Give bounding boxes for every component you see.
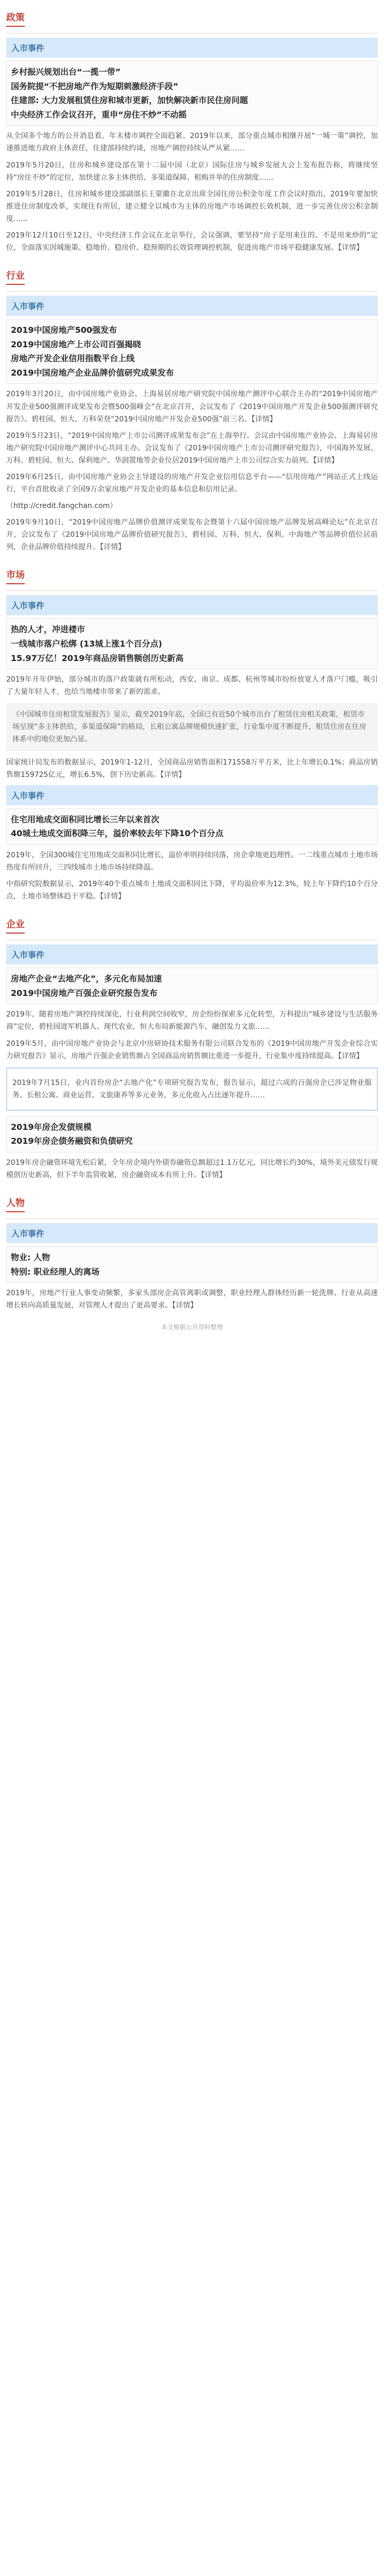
boxed-note-text: 2019年7月15日，业内首份房企“去地产化”专项研究报告发布，报告显示，超过六成的百强房企已涉足物业服务、长租公寓、商业运营、文旅康养等多元业务，多元化收入占比逐年提升…… (12, 1078, 372, 1099)
paragraph: 2019年，随着房地产调控持续深化，行业利润空间收窄，房企纷纷探索多元化转型，万科提出“城乡建设与生活服务商”定位，碧桂园进军机器人、现代农业，恒大布局新能源汽车，融创发力文旅…… (6, 1010, 378, 1031)
paragraph: 2019年3月20日，由中国房地产业协会、上海易居房地产研究院中国房地产测评中心联合主办的“2019中国房地产开发企业500强测评成果发布会暨500强峰会”在北京召开，会议发布了《2019中国房地产开发企业500强测评研究报告》。碧桂园、恒大、万科荣登“2019中国房地产开发企业500强”前三名。【详情】 (6, 390, 378, 423)
headline: 2019中国房地产企业品牌价值研究成果发布 (11, 367, 174, 378)
quote-block: 《中国城市住房租赁发展报告》显示，截至2019年底，全国已有近50个城市出台了租赁住房相关政策，租赁市场呈现“多主体供给、多渠道保障”的格局，长租公寓品牌规模快速扩张，行业集中度不断提升，租赁住房在住房体系中的地位更加凸显。 (6, 703, 378, 751)
boxed-note (6, 1067, 378, 1111)
subhead-enterprise: 入市事件 (6, 944, 378, 964)
headline: 住建部: 大力发展租赁住房和城市更新，加快解决新市民住房问题 (11, 95, 248, 106)
section-tag-industry: 行业 (6, 263, 25, 285)
paragraph: 2019年5月，由中国房地产业协会与北京中房研协技术服务有限公司联合发布的《2019中国房地产开发企业综合实力研究报告》显示，房地产百强企业销售额占全国商品房销售额比重进一步提升，行业集中度持续提高。【详情】 (6, 1039, 378, 1060)
subhead-market-land: 入市事件 (6, 785, 378, 805)
divider (6, 590, 378, 591)
headline: 15.97万亿！2019年商品房销售额创历史新高 (11, 653, 184, 663)
headline: 2019中国房地产上市公司百强揭晓 (11, 339, 141, 349)
market-headlines (6, 618, 378, 669)
section-tag-market: 市场 (6, 563, 25, 584)
section-tag-policy: 政策 (6, 5, 25, 27)
section-tag-enterprise: 企业 (6, 912, 25, 934)
divider (6, 291, 378, 292)
headline: 房地产企业“去地产化”，多元化布局加速 (11, 974, 162, 984)
subhead-industry: 入市事件 (6, 296, 378, 316)
paragraph: 2019年9月10日，“2019中国房地产品牌价值测评成果发布会暨第十六届中国房地产品牌发展高峰论坛”在北京召开，会议发布了《2019中国房地产品牌价值研究报告》，碧桂园、万科、恒大、保利、中海地产等品牌价值位居前列，企业品牌价值持续提升。【详情】 (6, 518, 378, 552)
paragraph: 2019年5月20日，住房和城乡建设部在第十二届中国（北京）国际住房与城乡发展大会上发布报告称，将继续坚持“房住不炒”的定位，加快建立多主体供给、多渠道保障、租购并举的住房制度…… (6, 161, 378, 182)
enterprise-finance-headlines (6, 1116, 378, 1153)
paragraph: 2019年，房地产行业人事变动频繁，多家头部房企高管离职或调整，职业经理人群体经历新一轮洗牌。行业从高速增长转向高质量发展，对管理人才提出了更高要求。【详情】 (6, 1289, 378, 1310)
divider (6, 1218, 378, 1219)
subhead-market: 入市事件 (6, 595, 378, 615)
policy-headlines (6, 61, 378, 126)
headline: 乡村振兴规划出台“一揽一带” (11, 67, 121, 77)
subhead-people: 入市事件 (6, 1223, 378, 1243)
footer-note: 本文根据公开资料整理 (161, 1323, 223, 1331)
subhead-policy: 入市事件 (6, 38, 378, 58)
paragraph: 2019年房企融资环境先松后紧，全年房企境内外债券融资总额超过1.1万亿元，同比增长约30%，境外美元债发行规模创历史新高，但下半年监管收紧，房企融资成本有所上升。【详情】 (6, 1159, 378, 1180)
headline: 中央经济工作会议召开，重申“房住不炒”不动摇 (11, 109, 187, 120)
headline: 住宅用地成交面积同比增长三年以来首次 (11, 814, 160, 824)
headline: 国务院提“不把房地产作为短期刺激经济手段” (11, 81, 179, 91)
people-headlines (6, 1246, 378, 1283)
headline: 2019年房企发债规模 (11, 1122, 92, 1132)
paragraph: 2019年5月28日，住房和城乡建设部副部长王蒙徽在北京出席全国住房公积金年度工作会议时指出，2019年要加快推进住房制度改革，实现住有所居，建立健全以城市为主体的房地产市场调控长效机制，进一步完善住房公积金制度…… (6, 190, 378, 223)
enterprise-headlines (6, 968, 378, 1004)
headline: 一线城市落户松绑 (13城上涨1个百分点) (11, 638, 162, 649)
headline: 房地产开发企业信用指数平台上线 (11, 353, 135, 364)
market-land-headlines (6, 808, 378, 845)
paragraph: 从全国多个地方的公开消息看，年末楼市调控全面趋紧、2019年以来，部分重点城市相继开展“一城一策”调控，加速推进地方政府主体责任，住建部持续约谈，房地产调控持续从严从紧…… (6, 132, 378, 153)
paragraph: 国家统计局发布的数据显示，2019年1-12月，全国商品房销售面积171558万平方米，比上年增长0.1%；商品房销售额159725亿元，增长6.5%，创下历史新高。【详情】 (6, 758, 378, 779)
credit-site-link[interactable]: （http://credit.fangchan.com） (6, 502, 118, 511)
paragraph: 中指研究院数据显示，2019年40个重点城市土地成交面积同比下降，平均溢价率为12.3%，较上年下降约10个百分点，土地市场整体趋于平稳。【详情】 (6, 880, 378, 901)
paragraph: 2019年5月23日，“2019中国房地产上市公司测评成果发布会”在上海举行。会议由中国房地产业协会、上海易居房地产研究院中国房地产测评中心共同主办。会议发布了《2019中国房地产上市公司测评研究报告》，中国海外发展、万科、碧桂园、恒大、保利地产、华润置地等企业位居2019中国房地产上市公司综合实力前列。【详情】 (6, 431, 378, 465)
headline: 热的人才，冲进楼市 (11, 624, 86, 635)
headline: 特别: 职业经理人的离场 (11, 1266, 99, 1277)
headline: 2019中国房地产500强发布 (11, 325, 117, 335)
headline: 40城土地成交面积降三年，溢价率较去年下降10个百分点 (11, 828, 224, 839)
headline: 物业: 人物 (11, 1252, 50, 1263)
headline: 2019年房企债务融资和负债研究 (11, 1136, 133, 1146)
headline: 2019中国房地产百强企业研究报告发布 (11, 988, 158, 998)
paragraph: 2019年12月10日至12日，中央经济工作会议在北京举行，会议强调，要坚持“房子是用来住的、不是用来炒的”定位，全面落实因城施策、稳地价、稳房价、稳预期的长效管理调控机制，促进房地产市场平稳健康发展。【详情】 (6, 231, 378, 252)
section-tag-people: 人物 (6, 1191, 25, 1212)
paragraph: 2019年开年伊始，部分城市的落户政策就有所松动，西安、南京、成都、杭州等城市纷纷放宽人才落户门槛，吸引了大量年轻人才，也给当地楼市带来了新的需求。 (6, 675, 378, 697)
industry-headlines (6, 319, 378, 384)
paragraph: 2019年6月25日，由中国房地产业协会主导建设的房地产开发企业信用信息平台——“信用房地产”网站正式上线运行，平台首批收录了全国9万余家房地产开发企业的基本信息和信用记录。 (6, 472, 378, 494)
paragraph: 2019年，全国300城住宅用地成交面积同比增长，溢价率则持续回落，房企拿地更趋理性。一二线重点城市土地市场热度有所回升，三四线城市土地市场持续降温。 (6, 851, 378, 872)
